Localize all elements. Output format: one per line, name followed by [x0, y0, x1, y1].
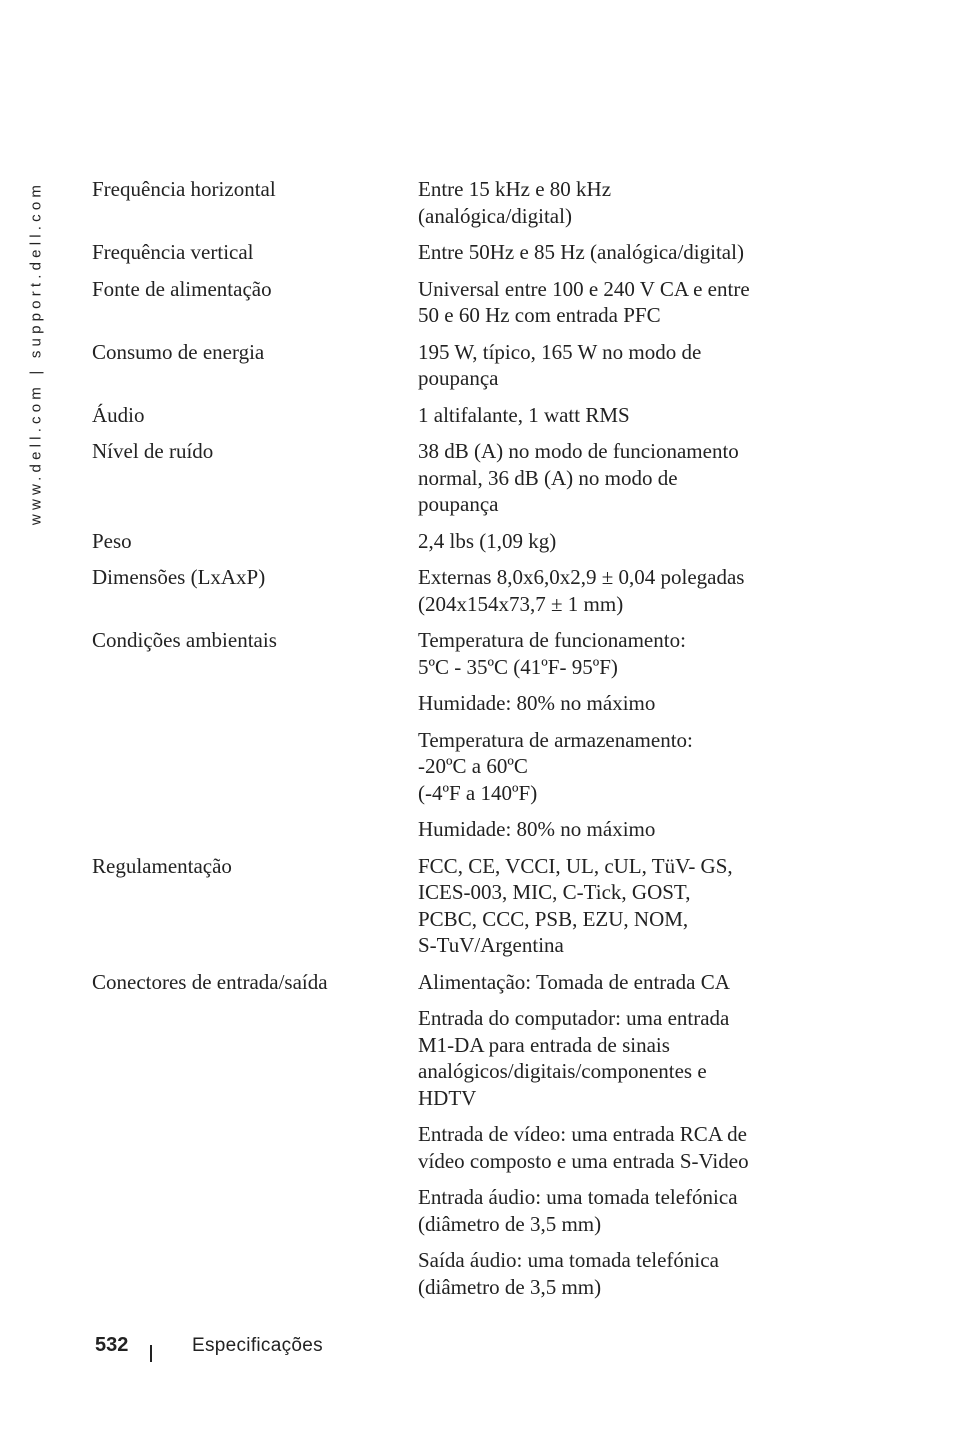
spec-value-line: Entrada de vídeo: uma entrada RCA de [418, 1122, 747, 1146]
spec-values [418, 564, 792, 617]
spec-label: Consumo de energia [92, 339, 265, 364]
spec-value [418, 528, 792, 555]
spec-value-line: ICES-003, MIC, C-Tick, GOST, [418, 880, 691, 904]
spec-value-line: M1-DA para entrada de sinais [418, 1032, 670, 1057]
spec-values [418, 239, 792, 266]
spec-row [92, 969, 792, 1301]
spec-value [418, 853, 792, 959]
spec-row [92, 438, 792, 518]
spec-values [418, 438, 792, 518]
spec-row [92, 176, 792, 229]
spec-value-line: -20ºC a 60ºC [418, 754, 528, 778]
spec-label: Conectores de entrada/saída [92, 969, 328, 994]
spec-value-line: PCBC, CCC, PSB, EZU, NOM, [418, 906, 689, 931]
spec-value-line: Humidade: 80% no máximo [418, 817, 656, 841]
spec-value-line: (diâmetro de 3,5 mm) [418, 1274, 602, 1299]
spec-value-line: Entrada áudio: uma tomada telefónica [418, 1185, 738, 1209]
spec-value-line: FCC, CE, VCCI, UL, cUL, TüV- GS, [418, 853, 733, 878]
spec-value [418, 690, 792, 717]
spec-row [92, 564, 792, 617]
spec-value [418, 339, 792, 392]
spec-label: Áudio [92, 402, 145, 427]
spec-label: Peso [92, 528, 132, 553]
spec-row [92, 339, 792, 392]
spec-values [418, 176, 792, 229]
spec-value-line: Entrada do computador: uma entrada [418, 1006, 730, 1030]
spec-value [418, 627, 792, 680]
spec-row [92, 627, 792, 843]
spec-value-line: S-TuV/Argentina [418, 933, 564, 957]
spec-value [418, 727, 792, 807]
spec-value [418, 1184, 792, 1237]
spec-row [92, 853, 792, 959]
sidebar-url-text: www.dell.com | support.dell.com [27, 180, 45, 525]
spec-row [92, 402, 792, 429]
spec-value [418, 402, 792, 429]
spec-label: Frequência vertical [92, 240, 254, 264]
spec-value-line: 38 dB (A) no modo de funcionamento [418, 439, 739, 463]
sidebar-url [26, 175, 46, 530]
spec-row [92, 528, 792, 555]
spec-value-line: (diâmetro de 3,5 mm) [418, 1211, 602, 1236]
spec-label: Dimensões (LxAxP) [92, 565, 266, 589]
spec-row [92, 239, 792, 266]
spec-value [418, 969, 792, 996]
spec-value-line: poupança [418, 492, 499, 516]
spec-value [418, 438, 792, 518]
spec-value-line: analógicos/digitais/componentes e [418, 1059, 707, 1083]
spec-value-line: poupança [418, 366, 499, 390]
spec-value-line: Saída áudio: uma tomada telefónica [418, 1248, 719, 1272]
spec-value-line: 5ºC - 35ºC (41ºF- 95ºF) [418, 654, 618, 679]
spec-value-line: Humidade: 80% no máximo [418, 691, 656, 715]
spec-value-line: Externas 8,0x6,0x2,9 ± 0,04 polegadas [418, 565, 745, 589]
spec-value [418, 1247, 792, 1300]
spec-values [418, 853, 792, 959]
page-number: 532 [95, 1334, 129, 1356]
spec-value-line: HDTV [418, 1085, 477, 1110]
spec-values [418, 969, 792, 1301]
spec-values [418, 276, 792, 329]
spec-value [418, 816, 792, 843]
spec-value-line: (204x154x73,7 ± 1 mm) [418, 591, 624, 616]
spec-value [418, 239, 792, 266]
spec-table [92, 176, 792, 1310]
spec-value-line: 50 e 60 Hz com entrada PFC [418, 303, 661, 327]
spec-value-line: Alimentação: Tomada de entrada CA [418, 969, 730, 994]
spec-value-line: vídeo composto e uma entrada S-Video [418, 1148, 749, 1173]
spec-value [418, 276, 792, 329]
spec-label: Fonte de alimentação [92, 276, 272, 301]
spec-value [418, 176, 792, 229]
spec-row [92, 276, 792, 329]
spec-value-line: (-4ºF a 140ºF) [418, 780, 538, 805]
spec-value [418, 1005, 792, 1111]
spec-value-line: 2,4 lbs (1,09 kg) [418, 528, 557, 553]
spec-value [418, 564, 792, 617]
spec-value [418, 1121, 792, 1174]
spec-label: Condições ambientais [92, 628, 277, 652]
spec-value-line: Entre 50Hz e 85 Hz (analógica/digital) [418, 240, 744, 264]
spec-value-line: Temperatura de armazenamento: [418, 727, 693, 752]
spec-values [418, 402, 792, 429]
spec-value-line: 195 W, típico, 165 W no modo de [418, 339, 702, 364]
section-title: Especificações [192, 1335, 323, 1356]
spec-label: Nível de ruído [92, 439, 214, 463]
spec-value-line: Universal entre 100 e 240 V CA e entre [418, 276, 750, 301]
spec-value-line: Temperatura de funcionamento: [418, 628, 686, 652]
spec-value-line: 1 altifalante, 1 watt RMS [418, 402, 630, 427]
spec-value-line: Entre 15 kHz e 80 kHz [418, 177, 612, 201]
spec-value-line: normal, 36 dB (A) no modo de [418, 465, 678, 490]
spec-values [418, 339, 792, 392]
spec-values [418, 627, 792, 843]
spec-label: Frequência horizontal [92, 177, 276, 201]
footer-divider [150, 1345, 152, 1362]
spec-value-line: (analógica/digital) [418, 203, 572, 228]
spec-label: Regulamentação [92, 853, 232, 878]
spec-values [418, 528, 792, 555]
